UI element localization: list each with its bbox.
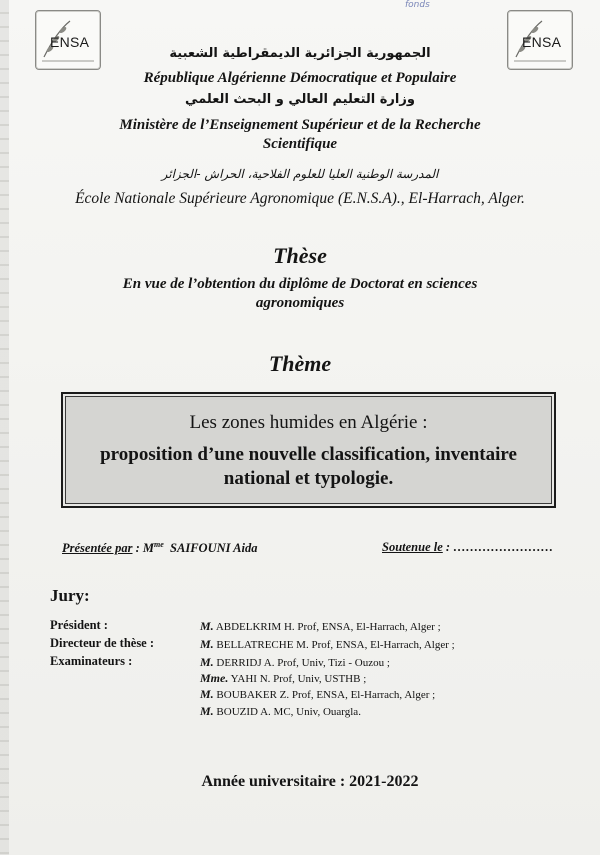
defended-on <box>382 540 553 555</box>
arabic-republic: الجمهورية الجزائرية الديمقراطية الشعبية <box>169 46 431 61</box>
thesis-heading: Thèse <box>273 243 327 268</box>
member-text: BOUBAKER Z. Prof, ENSA, El-Harrach, Alger ; <box>213 689 436 701</box>
title-line-3: national et typologie. <box>223 468 394 489</box>
presented-by <box>62 540 257 556</box>
arabic-ministry: وزارة التعليم العالي و البحث العلمي <box>185 92 415 107</box>
jury-role: Président : <box>50 618 108 632</box>
republic-title: République Algérienne Démocratique et Populaire <box>143 70 457 86</box>
member-title: M. <box>200 687 214 701</box>
presented-label: Présentée par <box>62 541 133 556</box>
jury-role: Directeur de thèse : <box>50 636 155 650</box>
title-line-1: Les zones humides en Algérie : <box>189 412 428 433</box>
thesis-title-box <box>61 392 556 508</box>
presented-sep: : M <box>132 541 155 556</box>
member-title: M. <box>200 704 214 718</box>
ensa-logo-right <box>507 10 573 70</box>
jury-member <box>200 687 435 702</box>
title-line-2: proposition d’une nouvelle classification, inventaire <box>100 444 517 465</box>
jury-role: Examinateurs : <box>50 654 133 668</box>
member-title: Mme. <box>200 671 229 685</box>
jury-member <box>200 671 366 686</box>
logo-right-label: ENSA <box>522 34 562 50</box>
jury-title: Jury: <box>50 586 90 605</box>
academic-year: Année universitaire : 2021-2022 <box>201 773 419 790</box>
member-text: BELLATRECHE M. Prof, ENSA, El-Harrach, Alger ; <box>213 639 455 651</box>
arabic-school: المدرسة الوطنية العليا للعلوم الفلاحية، الحراش -الجزائر <box>161 167 439 181</box>
logo-left-label: ENSA <box>50 34 90 50</box>
presented-sup: me <box>154 540 164 549</box>
defended-value: : …………………… <box>442 540 554 554</box>
member-title: M. <box>200 655 214 669</box>
jury-member <box>200 619 441 634</box>
member-text: YAHI N. Prof, Univ, USTHB ; <box>228 673 367 685</box>
school-name: École Nationale Supérieure Agronomique (E.N.S.A)., El-Harrach, Alger. <box>75 190 525 207</box>
member-text: ABDELKRIM H. Prof, ENSA, El-Harrach, Alger ; <box>213 621 441 633</box>
ministry-line-2: Scientifique <box>262 136 338 152</box>
member-text: DERRIDJ A. Prof, Univ, Tizi - Ouzou ; <box>213 657 390 669</box>
jury-member <box>200 655 390 670</box>
jury-member <box>200 704 361 719</box>
thesis-purpose-line-1: En vue de l’obtention du diplôme de Doctorat en sciences <box>122 276 478 292</box>
member-title: M. <box>200 637 214 651</box>
theme-heading: Thème <box>268 351 332 376</box>
candidate-name: SAIFOUNI Aida <box>170 541 258 556</box>
member-text: BOUZID A. MC, Univ, Ouargla. <box>213 706 361 718</box>
ensa-logo-left <box>35 10 101 70</box>
member-title: M. <box>200 619 214 633</box>
thesis-purpose-line-2: agronomiques <box>255 295 345 311</box>
ministry-line-1: Ministère de l’Enseignement Supérieur et de la Recherche <box>119 117 481 133</box>
defended-label: Soutenue le <box>382 540 443 554</box>
handwritten-note: fonds <box>405 0 430 10</box>
jury-member <box>200 637 455 652</box>
